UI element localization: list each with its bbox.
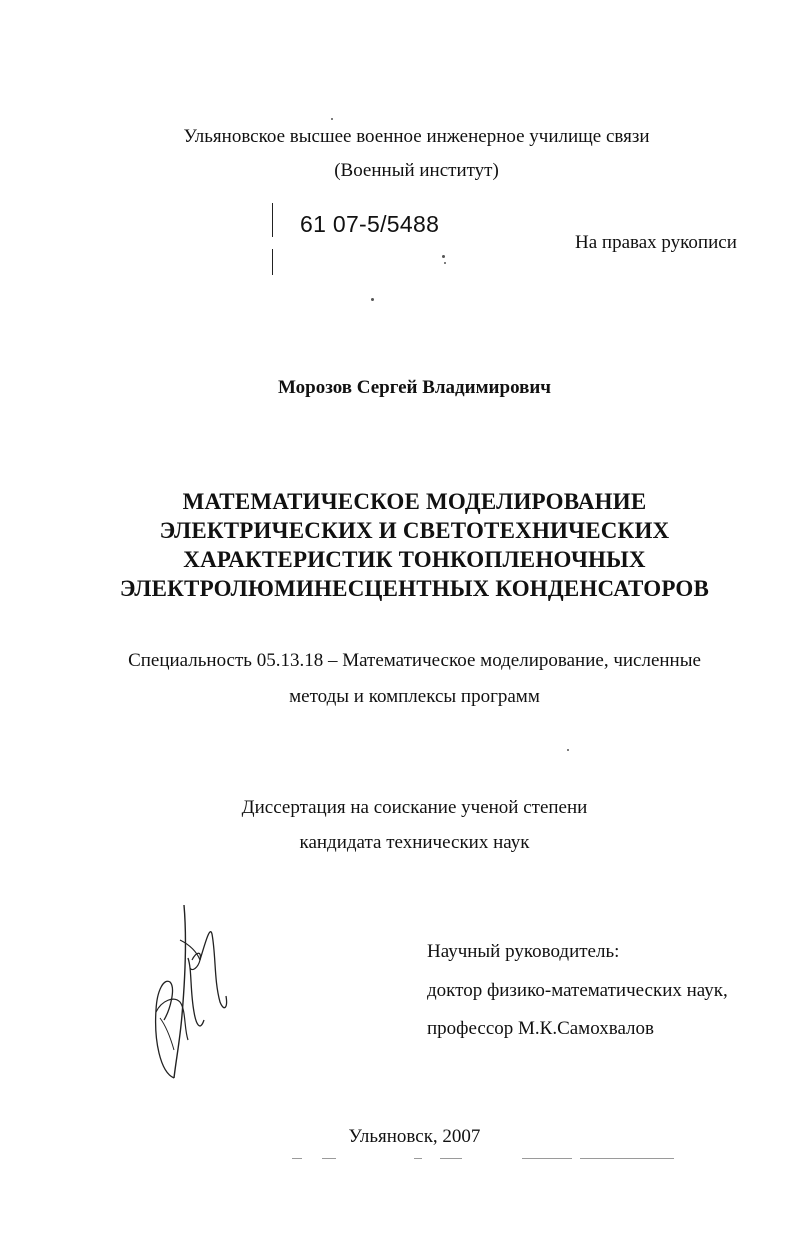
scan-mark <box>580 1158 674 1159</box>
signature-image <box>140 900 240 1085</box>
scan-mark <box>322 1158 336 1159</box>
specialty-line-2: методы и комплексы программ <box>289 686 540 707</box>
scan-mark <box>440 1158 462 1159</box>
scan-mark <box>522 1158 572 1159</box>
title-line-1: МАТЕМАТИЧЕСКОЕ МОДЕЛИРОВАНИЕ <box>182 489 647 514</box>
institution-name: Ульяновское высшее военное инженерное училище связи <box>183 126 650 147</box>
title-line-4: ЭЛЕКТРОЛЮМИНЕСЦЕНТНЫХ КОНДЕНСАТОРОВ <box>119 576 710 601</box>
place-year: Ульяновск, 2007 <box>348 1126 481 1147</box>
stamp-bar-bottom <box>272 249 273 275</box>
specialty-line-1: Специальность 05.13.18 – Математическое моделирование, численные <box>128 650 701 671</box>
institution-subtitle: (Военный институт) <box>334 160 499 181</box>
degree-line-1: Диссертация на соискание ученой степени <box>241 797 588 818</box>
scan-speck <box>331 118 333 120</box>
supervisor-name: профессор М.К.Самохвалов <box>427 1018 654 1039</box>
scan-speck <box>371 298 374 301</box>
stamp-bar-top <box>272 203 273 237</box>
title-line-2: ЭЛЕКТРИЧЕСКИХ И СВЕТОТЕХНИЧЕСКИХ <box>159 518 670 543</box>
degree-line-2: кандидата технических наук <box>299 832 530 853</box>
author-name: Морозов Сергей Владимирович <box>277 377 552 398</box>
scan-mark <box>292 1158 302 1159</box>
scan-speck <box>442 255 445 258</box>
manuscript-note: На правах рукописи <box>575 232 737 253</box>
archive-number: 61 07-5/5488 <box>300 211 440 237</box>
scan-mark <box>414 1158 422 1159</box>
scan-speck <box>567 749 569 751</box>
title-line-3: ХАРАКТЕРИСТИК ТОНКОПЛЕНОЧНЫХ <box>183 547 646 572</box>
scan-speck <box>444 262 446 264</box>
supervisor-label: Научный руководитель: <box>427 941 620 962</box>
supervisor-degree: доктор физико-математических наук, <box>427 980 728 1001</box>
